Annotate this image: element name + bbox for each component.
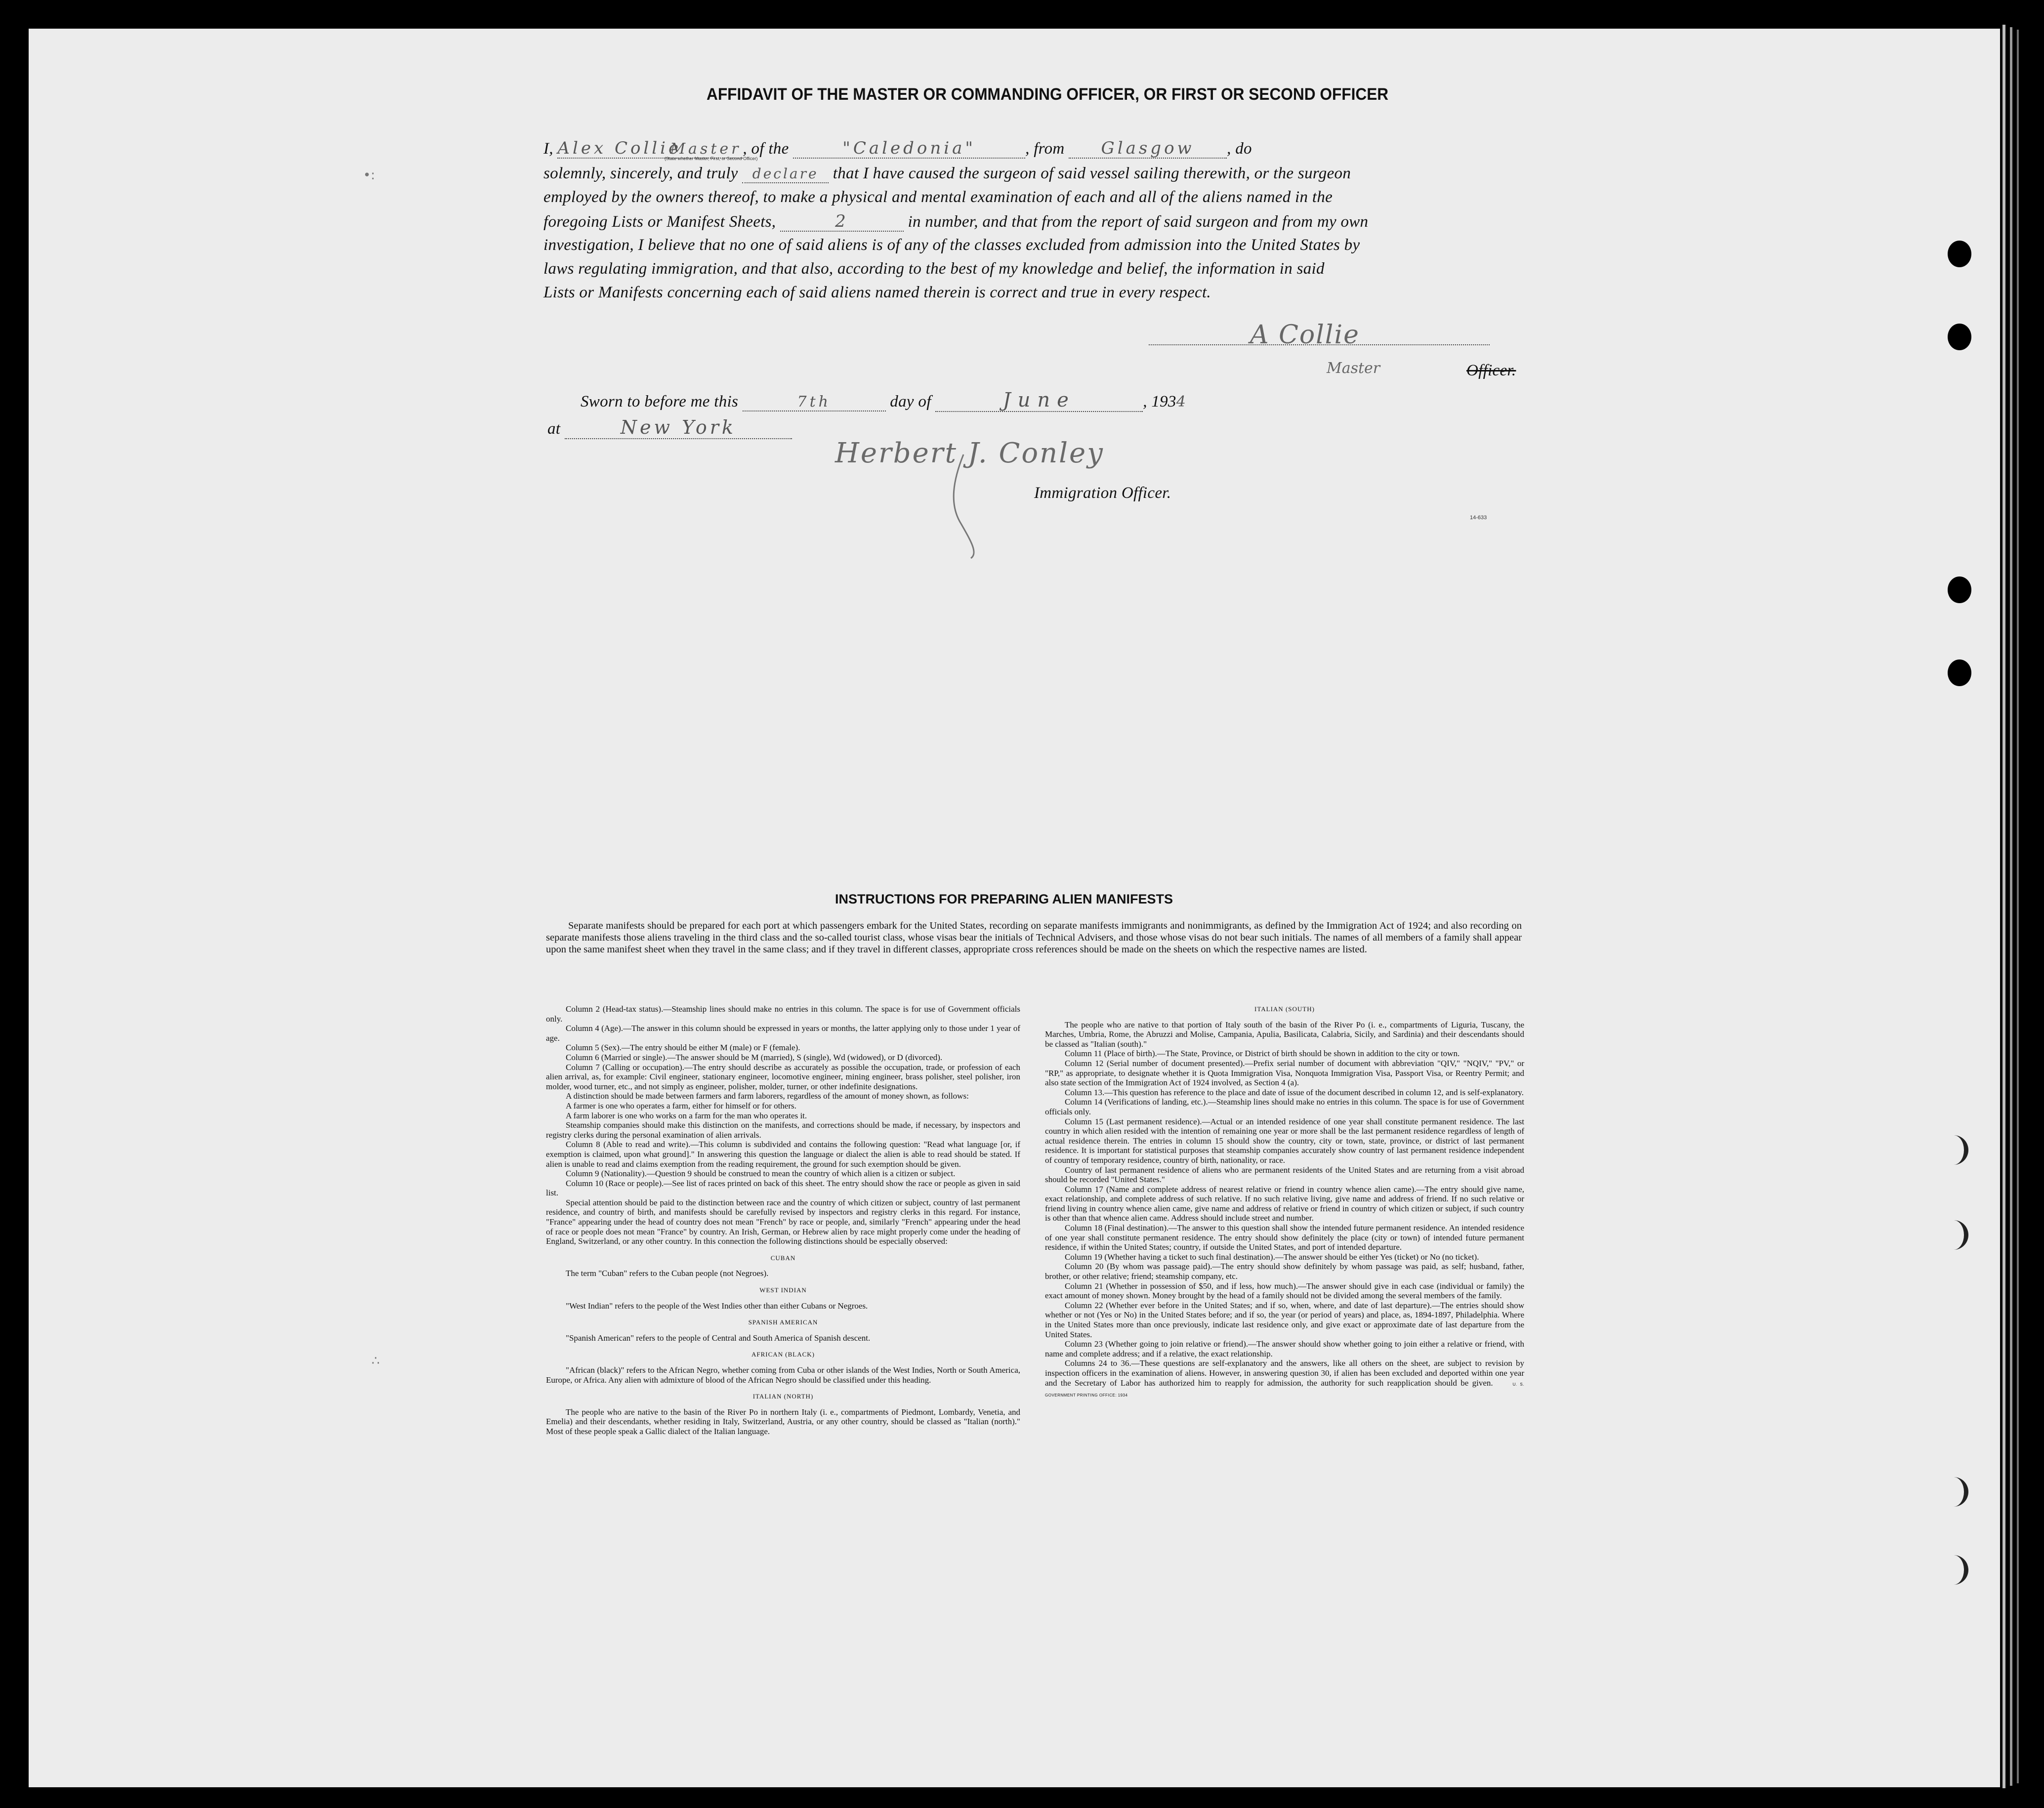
vessel-name: "Caledonia" (842, 138, 976, 158)
signer-title-handwritten: Master (1327, 360, 1380, 377)
instructions-left-column (546, 1004, 1020, 1437)
instruction-paragraph: Column 22 (Whether ever before in the United States; and if so, when, where, and date of last departure).—The entries should show whether or not (Yes or No) in the United States before; and if so, the year (or period of years) and place, as, 1894-1897, Philadelphia. Where in the United States more than once previously, indicate last residence only, and give exact or approximate date of last departure from the United States. (1045, 1300, 1524, 1339)
officer-signature: Herbert J. Conley (835, 437, 1104, 469)
instruction-paragraph: Column 15 (Last permanent residence).—Actual or an intended residence of one year shall constitute permanent residence. The last country in which alien resided with the intention of remaining one year or more shall be the last permanent residence regardless of length of actual residence therein. The entries in column 15 should show the country, city or town, state, province, or district of last permanent residence. It is important for statistical purposes that steamship companies accurately show country of last permanent residence independent of country of temporary residence, country of birth, nationality, or race. (1045, 1116, 1524, 1165)
form-number: 14-633 (1470, 515, 1487, 521)
sworn-text: Sworn to before me this (581, 393, 739, 411)
binder-hole (1948, 241, 1971, 267)
instruction-paragraph: Column 4 (Age).—The answer in this column should be expressed in years or months, the latter applying only to those under 1 year of age. (546, 1024, 1020, 1043)
instruction-paragraph: Country of last permanent residence of aliens who are permanent residents of the United States and are returning from a visit abroad should be recorded "United States." (1045, 1165, 1524, 1185)
instruction-paragraph: Column 2 (Head-tax status).—Steamship lines should make no entries in this column. The space is for use of Government officials only. (546, 1004, 1020, 1024)
section-heading: SPANISH AMERICAN (748, 1318, 818, 1326)
binder-hole (1948, 576, 1971, 603)
from-label: , from (1025, 140, 1065, 158)
affidavit-line-4 (543, 212, 1532, 232)
sheets-number: 2 (835, 211, 849, 231)
master-signature: A Collie (1250, 320, 1360, 350)
sworn-month: June (1002, 389, 1076, 411)
do-label: , do (1227, 140, 1252, 158)
instruction-paragraph: Column 21 (Whether in possession of $50, and if less, how much).—The answer should give in each case (individual or family) the exact amount of money shown. Money brought by the head of a family should not be divided among the several members of the family. (1045, 1281, 1524, 1301)
binder-hole (1948, 659, 1971, 686)
instruction-paragraph (1045, 1358, 1524, 1400)
instruction-paragraph: The term "Cuban" refers to the Cuban people (not Negroes). (566, 1269, 769, 1278)
place-line (547, 417, 844, 439)
instruction-paragraph: Column 12 (Serial number of document presented).—Prefix serial number of document with abbreviation "QIV," "NQIV," "PV," or "RP," as appropriate, to designate whether it is Quota Immigration Visa, Nonquota Immigration Visa, Passport Visa, or Reentry Permit; and also state section of the Immigration Act of 1924 involved, as Section 4 (a). (1045, 1058, 1524, 1088)
paper-speck: ∴ (372, 1354, 380, 1368)
instructions-title: INSTRUCTIONS FOR PREPARING ALIEN MANIFESTS (835, 892, 1173, 906)
sworn-place: New York (620, 416, 736, 438)
instruction-paragraph: Column 19 (Whether having a ticket to such final destination).—The answer should be either Yes (ticket) or No (no ticket). (1065, 1252, 1479, 1262)
instruction-paragraph: Column 18 (Final destination).—The answer to this question shall show the intended future permanent residence. An intended residence of one year shall constitute permanent residence. The entry should show definitely the place (city or town) of intended future permanent residence, if within the United States; country, if outside the United States, and port of intended departure. (1045, 1223, 1524, 1252)
affidavit-line-5: investigation, I believe that no one of said aliens is of any of the classes excluded from admission into the United States by (543, 236, 1360, 254)
affidavit-line-6: laws regulating immigration, and that also, according to the best of my knowledge and belief, the information in said (543, 260, 1325, 278)
instruction-paragraph: Special attention should be paid to the distinction between race and the country of which citizen or subject, country of last permanent residence, and country of birth, and manifests should be carefully revised by inspectors and registry clerks in this regard. For instance, "France" appearing under the head of country does not mean "French" by race or people, and, similarly "French" appearing under the head of race or people does not mean "France" by country. An Irish, German, or Hebrew alien by race might properly come under the heading of England, Switzerland, or any other country. In this connection the following distinctions should be especially observed: (546, 1197, 1020, 1246)
affidavit-text: solemnly, sincerely, and truly (543, 164, 738, 182)
affidavit-line-3: employed by the owners thereof, to make a physical and mental examination of each and all of the aliens named in the (543, 188, 1333, 206)
signature-line (1149, 344, 1490, 345)
paper-speck: •: (363, 168, 375, 183)
instruction-paragraph: Column 6 (Married or single).—The answer should be M (married), S (single), Wd (widowed), or D (divorced). (566, 1052, 943, 1062)
instruction-paragraph: A distinction should be made between farmers and farm laborers, regardless of the amount of money shown, as follows: (566, 1091, 969, 1101)
instruction-paragraph: "Spanish American" refers to the people of Central and South America of Spanish descent. (566, 1333, 871, 1343)
sworn-day: 7th (797, 393, 831, 411)
immigration-officer-label: Immigration Officer. (1034, 484, 1171, 502)
affidavit-text: foregoing Lists or Manifest Sheets, (543, 213, 776, 231)
section-heading: CUBAN (770, 1254, 796, 1262)
affidavit-pre: I, (543, 140, 553, 158)
instruction-paragraph: "African (black)" refers to the African Negro, whether coming from Cuba or other islands of the West Indies, North or South America, Europe, or Africa. Any alien with admixture of blood of the African Negro should be classified under this heading. (546, 1365, 1020, 1385)
instruction-paragraph: Column 5 (Sex).—The entry should be either M (male) or F (female). (566, 1043, 800, 1053)
instruction-paragraph: Column 17 (Name and complete address of nearest relative or friend in country whence alien came).—The entry should give name, exact relationship, and complete address of such relative. If no such relative living, give name and address of friend. If no such relative or friend living in country whence alien came, give name and address of relative or friend in country of which citizen or subject, if such country is other than that whence alien came. Address should include street and number. (1045, 1184, 1524, 1223)
affidavit-text: that I have caused the surgeon of said vessel sailing therewith, or the surgeon (833, 164, 1351, 182)
master-rank: Master (670, 140, 742, 158)
instruction-paragraph: Column 7 (Calling or occupation).—The entry should describe as accurately as possible the occupation, trade, or profession of each alien arrival, as, for example: Civil engineer, stationary engineer, locomotive engineer, mining engineer, brass polisher, steel polisher, iron molder, wood turner, etc., and not simply as engineer, polisher, molder, turner, or other indefinite designations. (546, 1062, 1020, 1091)
officer-label: Officer. (1466, 362, 1516, 379)
instruction-paragraph: Column 11 (Place of birth).—The State, Province, or District of birth should be shown in addition to the city or town. (1065, 1049, 1460, 1059)
page-edge (2017, 30, 2019, 1783)
instruction-paragraph: Column 10 (Race or people).—See list of races printed on back of this sheet. The entry should show the race or people as given in said list. (546, 1178, 1020, 1198)
page-edge (2010, 27, 2012, 1786)
section-heading: ITALIAN (NORTH) (752, 1393, 814, 1400)
year-prefix: , 193 (1143, 393, 1176, 411)
declare-handwritten: declare (752, 165, 819, 182)
instruction-paragraph: A farm laborer is one who works on a farm for the man who operates it. (566, 1110, 807, 1120)
page-edge (2002, 25, 2005, 1788)
affidavit-line-2 (543, 164, 1532, 183)
instruction-paragraph: Column 9 (Nationality).—Question 9 should be construed to mean the country of which alien is a citizen or subject. (566, 1169, 956, 1179)
binder-hole (1948, 324, 1971, 350)
instruction-paragraph: "West Indian" refers to the people of the West Indies other than either Cubans or Negroes. (566, 1301, 868, 1311)
section-heading: WEST INDIAN (759, 1286, 807, 1294)
instruction-paragraph: Column 13.—This question has reference to the place and date of issue of the document described in column 12, and is self-explanatory. (1065, 1087, 1524, 1097)
affidavit-line-7: Lists or Manifests concerning each of said aliens named therein is correct and true in every respect. (543, 284, 1211, 301)
rank-caption: (State whether Master, First, or Second Officer) (665, 156, 758, 161)
instruction-paragraph: The people who are native to the basin of the River Po in northern Italy (i. e., compartments of Piedmont, Lombardy, Venetia, and Emelia) and their descendants, whether residing in Italy, Switzerland, Austria, or any other country, should be classed as "Italian (north)." Most of these people speak a Gallic dialect of the Italian language. (546, 1407, 1020, 1436)
section-heading: ITALIAN (SOUTH) (1254, 1005, 1315, 1013)
instruction-paragraph: The people who are native to that portion of Italy south of the basin of the River Po (i. e., compartments of Liguria, Tuscany, the Marches, Umbria, Rome, the Abruzzi and Molise, Campania, Apulia, Basilicata, Calabria, Sicily, and Sardinia) and their descendants should be classed as "Italian (south)." (1045, 1020, 1524, 1049)
affidavit-text: in number, and that from the report of said surgeon and from my own (908, 213, 1369, 231)
instruction-paragraph: Column 8 (Able to read and write).—This column is subdivided and contains the following question: "Read what language [or, if exemption is claimed, upon what ground]." In answering this question the language or dialect the alien is able to read should be stated. If alien is unable to read and claims exemption from the reading requirement, the ground for such exemption should be given. (546, 1140, 1020, 1169)
departure-port: Glasgow (1101, 138, 1195, 158)
instructions-intro: Separate manifests should be prepared for each port at which passengers embark for the United States, recording on separate manifests immigrants and nonimmigrants, as defined by the Immigration Act of 1924; and also recording on separate manifests those aliens traveling in the third class and the so-called tourist class, whose visas bear the initials of Technical Advisers, and those whose visas do not bear such initials. The names of all members of a family shall appear upon the same manifest sheet when they travel in the same class; and if they travel in different classes, appropriate cross references should be made on the sheets on which the respective names are listed. (546, 920, 1522, 955)
instruction-text: Columns 24 to 36.—These questions are self-explanatory and the answers, like all others on the sheet, are subject to revision by inspection officers in the examination of aliens. However, in answering question 30, if alien has been excluded and deported within one year and the Secretary of Labor has authorized him to reapply for admission, the authority for such reapplication should be given. (1045, 1358, 1524, 1388)
section-heading: AFRICAN (BLACK) (751, 1351, 815, 1358)
instruction-paragraph: Column 20 (By whom was passage paid).—The entry should show definitely by whom passage was paid, as self; husband, father, brother, or other relative; friend; steamship company, etc. (1045, 1262, 1524, 1281)
year-suffix: 4 (1176, 393, 1186, 411)
master-name: Alex Collie (557, 138, 682, 158)
of-the-label: , of the (743, 140, 789, 158)
instructions-right-column (1045, 1004, 1524, 1400)
printer-mark: U. S. GOVERNMENT PRINTING OFFICE: 1934 (1045, 1382, 1524, 1398)
sworn-line (581, 389, 1322, 412)
instruction-paragraph: Column 23 (Whether going to join relative or friend).—The answer should show whether going to join either a relative or friend, with name and complete address; and if a relative, the exact relationship. (1045, 1339, 1524, 1358)
instruction-paragraph: Steamship companies should make this distinction on the manifests, and corrections should be made, if necessary, by inspectors and registry clerks during the personal examination of alien arrivals. (546, 1120, 1020, 1140)
day-of-label: day of (890, 393, 931, 411)
instruction-paragraph: A farmer is one who operates a farm, either for himself or for others. (566, 1101, 796, 1110)
affidavit-title: AFFIDAVIT OF THE MASTER OR COMMANDING OFFICER, OR FIRST OR SECOND OFFICER (707, 85, 1389, 104)
at-label: at (547, 420, 561, 438)
instruction-paragraph: Column 14 (Verifications of landing, etc.).—Steamship lines should make no entries in this column. The space is for use of Government officials only. (1045, 1097, 1524, 1116)
